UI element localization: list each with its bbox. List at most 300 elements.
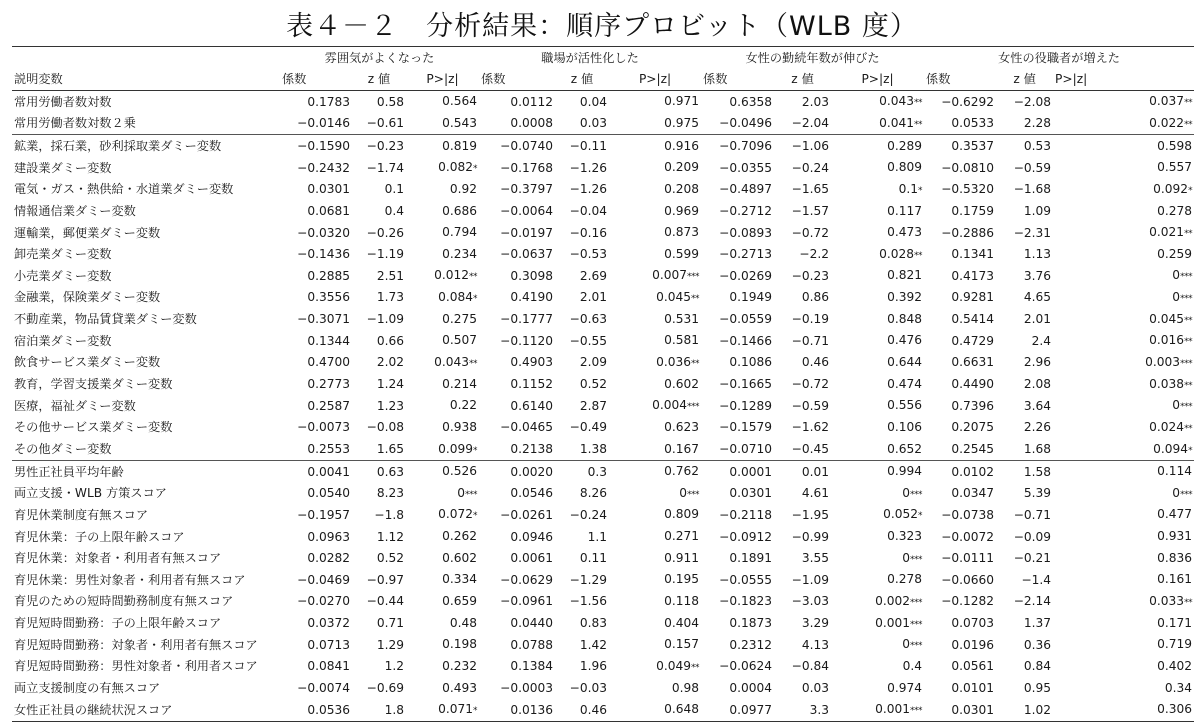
- p-value: 0.581: [664, 333, 700, 348]
- p-value: 0.809: [887, 160, 923, 175]
- p-cell: [609, 308, 701, 330]
- p-value: 0.041: [879, 115, 915, 130]
- z-cell: −1.26: [569, 160, 608, 175]
- coef-cell: 0.4903: [510, 355, 554, 370]
- results-table: [12, 46, 1194, 722]
- z-cell: −0.59: [1013, 160, 1052, 175]
- p-value: 0.004: [652, 398, 688, 413]
- p-value: 0.038: [1149, 376, 1185, 391]
- coef-cell: −0.1665: [719, 377, 773, 392]
- significance-stars: **: [1184, 337, 1193, 348]
- z-cell: 2.02: [376, 355, 404, 370]
- p-cell: [609, 483, 701, 505]
- z-cell: −0.24: [791, 160, 830, 175]
- table-body: [12, 91, 1194, 722]
- p-cell: [1053, 91, 1194, 113]
- p-cell: [406, 91, 479, 113]
- coef-cell: 0.2312: [729, 637, 773, 652]
- table-row: [12, 287, 1194, 309]
- coef-cell: −0.2712: [719, 203, 773, 218]
- z-cell: −0.04: [569, 203, 608, 218]
- coef-cell: −0.0555: [719, 572, 773, 587]
- coef-cell: 0.0963: [307, 529, 350, 544]
- p-value: 0.167: [664, 441, 700, 456]
- coef-cell: 0.1384: [510, 659, 554, 674]
- variable-label: 医療，福祉ダミー変数: [14, 398, 136, 413]
- z-header: z 値: [774, 69, 831, 91]
- z-cell: 1.58: [996, 460, 1053, 482]
- p-header: P>|z|: [609, 69, 701, 91]
- p-cell: [831, 200, 924, 222]
- z-cell: 1.02: [996, 699, 1053, 721]
- coef-cell: −0.4897: [719, 182, 773, 197]
- coef-cell: −0.7096: [701, 135, 774, 157]
- p-cell: [406, 677, 479, 699]
- z-cell: −0.63: [569, 312, 608, 327]
- p-cell: [831, 265, 924, 287]
- z-cell: 0.66: [376, 333, 404, 348]
- p-cell: [406, 287, 479, 309]
- coef-cell: −0.0003: [500, 681, 554, 696]
- p-value: 0.48: [449, 615, 478, 630]
- p-cell: [1053, 526, 1194, 548]
- p-value: 0: [1172, 290, 1181, 305]
- z-cell: 1.73: [376, 290, 404, 305]
- p-cell: [831, 113, 924, 135]
- z-cell: 0.1: [384, 182, 404, 197]
- p-value: 0.526: [442, 464, 478, 479]
- p-cell: [831, 699, 924, 721]
- p-value: 0.024: [1149, 419, 1185, 434]
- variable-header: 説明変数: [12, 69, 280, 91]
- z-cell: −0.97: [366, 572, 404, 587]
- z-cell: −0.59: [791, 398, 830, 413]
- significance-stars: **: [914, 119, 923, 130]
- p-cell: [406, 547, 479, 569]
- z-cell: −0.21: [1013, 551, 1052, 566]
- p-value: 0: [679, 485, 688, 500]
- z-cell: 1.09: [1023, 203, 1052, 218]
- p-cell: [1053, 373, 1194, 395]
- p-cell: [609, 352, 701, 374]
- p-value: 0.969: [664, 203, 700, 218]
- z-cell: −0.53: [569, 247, 608, 262]
- p-value: 0.007: [652, 268, 688, 283]
- table-row: [12, 417, 1194, 439]
- p-value: 0.404: [664, 615, 700, 630]
- p-value: 0.809: [664, 507, 700, 522]
- coef-cell: −0.0961: [500, 594, 554, 609]
- p-cell: [831, 135, 924, 157]
- p-value: 0.873: [664, 225, 700, 240]
- z-cell: 3.29: [801, 616, 830, 631]
- p-cell: [406, 526, 479, 548]
- p-value: 0.289: [887, 138, 923, 153]
- z-cell: 3.76: [1023, 268, 1052, 283]
- p-value: 0.259: [1157, 246, 1193, 261]
- coef-cell: 0.0102: [924, 460, 996, 482]
- p-value: 0.306: [1157, 702, 1193, 717]
- coef-cell: 0.4490: [951, 377, 995, 392]
- coef-cell: 0.0301: [307, 182, 350, 197]
- z-cell: −0.24: [569, 507, 608, 522]
- coef-cell: 0.0001: [701, 460, 774, 482]
- p-cell: [831, 504, 924, 526]
- p-value: 0.659: [442, 594, 478, 609]
- coef-cell: 0.2587: [307, 398, 350, 413]
- variable-label: その他サービス業ダミー変数: [14, 420, 173, 435]
- p-value: 0.118: [664, 594, 700, 609]
- p-value: 0: [1172, 485, 1181, 500]
- p-cell: [1053, 591, 1194, 613]
- coef-cell: −0.1579: [719, 420, 773, 435]
- p-cell: [1053, 504, 1194, 526]
- coef-cell: 0.1891: [729, 551, 773, 566]
- coef-cell: −0.0624: [719, 659, 773, 674]
- table-row: [12, 308, 1194, 330]
- p-cell: [1053, 265, 1194, 287]
- z-cell: −2.14: [1013, 594, 1052, 609]
- z-cell: −0.03: [569, 681, 608, 696]
- variable-label: 宿泊業ダミー変数: [14, 333, 112, 348]
- z-cell: 0.83: [579, 616, 608, 631]
- significance-stars: *: [1188, 445, 1193, 456]
- table-row: [12, 526, 1194, 548]
- coef-cell: 0.0061: [510, 551, 554, 566]
- significance-stars: *: [473, 294, 478, 305]
- z-cell: 1.12: [376, 529, 404, 544]
- coef-cell: 0.2138: [510, 441, 554, 456]
- coef-cell: −0.0269: [719, 268, 773, 283]
- p-value: 0.971: [664, 94, 700, 109]
- variable-label: 育児短時間勤務：子の上限年齢スコア: [14, 616, 222, 631]
- significance-stars: **: [1184, 98, 1193, 109]
- coef-cell: −0.0738: [941, 507, 995, 522]
- p-cell: [1053, 677, 1194, 699]
- z-cell: 2.01: [579, 290, 608, 305]
- coef-cell: 0.0020: [479, 460, 555, 482]
- coef-cell: −0.1120: [500, 333, 554, 348]
- coef-cell: −0.0355: [719, 160, 773, 175]
- table-row: [12, 395, 1194, 417]
- p-value: 0.477: [1157, 507, 1193, 522]
- p-value: 0.598: [1157, 138, 1193, 153]
- p-cell: [831, 308, 924, 330]
- coef-cell: 0.3556: [307, 290, 350, 305]
- variable-label: 小売業ダミー変数: [14, 268, 112, 283]
- significance-stars: **: [1184, 229, 1193, 240]
- z-cell: 1.96: [579, 659, 608, 674]
- coef-cell: 0.1783: [307, 94, 350, 109]
- z-cell: 2.03: [801, 94, 830, 109]
- coef-cell: 0.0713: [307, 637, 350, 652]
- z-cell: −1.26: [569, 182, 608, 197]
- significance-stars: ***: [910, 489, 923, 500]
- coef-cell: 0.0533: [951, 116, 995, 131]
- coef-header: 係数: [924, 69, 996, 91]
- p-value: 0.938: [442, 419, 478, 434]
- z-cell: 2.69: [579, 268, 608, 283]
- table-row: [12, 634, 1194, 656]
- coef-cell: 0.6140: [510, 398, 554, 413]
- p-cell: [406, 460, 479, 482]
- z-cell: −3.03: [791, 594, 830, 609]
- coef-cell: −0.0111: [941, 551, 995, 566]
- p-cell: [831, 243, 924, 265]
- coef-cell: 0.4173: [951, 268, 995, 283]
- p-cell: [831, 373, 924, 395]
- coef-cell: 0.6631: [951, 355, 995, 370]
- p-value: 0.232: [442, 658, 478, 673]
- z-cell: 2.28: [1023, 116, 1052, 131]
- coef-cell: 0.9281: [951, 290, 995, 305]
- p-value: 0.92: [449, 181, 478, 196]
- p-cell: [406, 330, 479, 352]
- p-value: 0.208: [664, 181, 700, 196]
- p-value: 0.836: [1157, 550, 1193, 565]
- z-cell: −0.09: [1013, 529, 1052, 544]
- coef-cell: 0.0347: [951, 486, 995, 501]
- p-cell: [406, 265, 479, 287]
- coef-cell: −0.6292: [941, 94, 995, 109]
- p-cell: [406, 200, 479, 222]
- p-cell: [609, 699, 701, 721]
- significance-stars: *: [473, 706, 478, 717]
- p-cell: [831, 547, 924, 569]
- significance-stars: ***: [1180, 489, 1193, 500]
- z-cell: −1.09: [366, 312, 404, 327]
- z-cell: −1.62: [791, 420, 830, 435]
- table-row: [12, 352, 1194, 374]
- z-cell: 0.95: [1023, 681, 1052, 696]
- p-cell: [609, 330, 701, 352]
- z-header: z 値: [555, 69, 609, 91]
- coef-cell: 0.0136: [479, 699, 555, 721]
- group-header: 女性の役職者が増えた: [924, 47, 1194, 70]
- coef-cell: 0.2773: [307, 377, 350, 392]
- variable-label: 両立支援・WLB 方策スコア: [14, 486, 167, 501]
- group-header: 女性の勤続年数が伸びた: [701, 47, 924, 70]
- variable-label: 教育，学習支援業ダミー変数: [14, 377, 173, 392]
- p-cell: [609, 634, 701, 656]
- coef-cell: 0.4729: [951, 333, 995, 348]
- coef-cell: −0.0893: [719, 225, 773, 240]
- p-cell: [1053, 243, 1194, 265]
- table-row: [12, 569, 1194, 591]
- p-value: 0: [902, 485, 911, 500]
- p-value: 0.114: [1157, 464, 1193, 479]
- significance-stars: ***: [687, 402, 700, 413]
- significance-stars: **: [1184, 423, 1193, 434]
- variable-label: 鉱業，採石業，砂利採取業ダミー変数: [12, 135, 280, 157]
- p-value: 0.198: [442, 637, 478, 652]
- p-cell: [609, 656, 701, 678]
- table-row: [12, 91, 1194, 113]
- coef-cell: −0.1957: [297, 507, 350, 522]
- z-cell: 1.37: [1023, 616, 1052, 631]
- coef-header: 係数: [701, 69, 774, 91]
- coef-cell: 0.0372: [307, 616, 350, 631]
- z-cell: 8.23: [376, 486, 404, 501]
- p-value: 0.036: [656, 355, 692, 369]
- z-cell: −0.26: [366, 225, 404, 240]
- z-cell: 0.52: [579, 377, 608, 392]
- coef-cell: 0.1344: [307, 333, 350, 348]
- p-value: 0.974: [887, 680, 923, 695]
- p-value: 0.334: [442, 572, 478, 587]
- p-cell: [406, 656, 479, 678]
- coef-cell: −0.1282: [941, 594, 995, 609]
- z-cell: 0.46: [555, 699, 609, 721]
- z-cell: 1.1: [587, 529, 608, 544]
- p-value: 0.171: [1157, 615, 1193, 630]
- p-value: 0.001: [875, 702, 911, 717]
- z-cell: −0.45: [791, 441, 830, 456]
- z-cell: 2.4: [1031, 333, 1052, 348]
- p-value: 0.1: [898, 181, 919, 196]
- p-cell: [609, 91, 701, 113]
- p-cell: [609, 222, 701, 244]
- p-value: 0.543: [442, 115, 478, 130]
- coef-cell: 0.6358: [729, 94, 773, 109]
- z-cell: −1.8: [374, 507, 404, 522]
- p-cell: [609, 179, 701, 201]
- p-cell: [609, 569, 701, 591]
- significance-stars: ***: [910, 641, 923, 652]
- p-cell: [609, 395, 701, 417]
- coef-cell: 0.0681: [307, 203, 350, 218]
- p-value: 0.094: [1153, 441, 1189, 456]
- z-cell: 0.46: [801, 355, 830, 370]
- significance-stars: ***: [1180, 272, 1193, 283]
- p-value: 0.794: [442, 225, 478, 240]
- p-value: 0.002: [875, 594, 911, 609]
- p-cell: [609, 417, 701, 439]
- p-value: 0.476: [887, 333, 923, 348]
- significance-stars: ***: [1180, 359, 1193, 369]
- p-cell: [406, 634, 479, 656]
- variable-label: 育児休業：対象者・利用者有無スコア: [14, 551, 222, 566]
- z-cell: −2.2: [799, 247, 830, 262]
- table-row: [12, 438, 1194, 460]
- p-value: 0.028: [879, 246, 915, 261]
- z-cell: 1.8: [352, 699, 406, 721]
- p-cell: [406, 113, 479, 135]
- p-header: P>|z|: [831, 69, 924, 91]
- coef-cell: 0.1759: [951, 203, 995, 218]
- coef-cell: 0.1086: [729, 355, 773, 370]
- p-value: 0.043: [879, 94, 915, 109]
- z-cell: 0.53: [996, 135, 1053, 157]
- p-value: 0.021: [1149, 225, 1185, 240]
- variable-label: 常用労働者数対数２乗: [14, 116, 136, 131]
- coef-cell: 0.0788: [510, 637, 554, 652]
- p-cell: [406, 222, 479, 244]
- p-cell: [406, 157, 479, 179]
- coef-cell: −0.0197: [500, 225, 554, 240]
- p-cell: [831, 395, 924, 417]
- p-cell: [1053, 569, 1194, 591]
- variable-label: 飲食サービス業ダミー変数: [14, 355, 161, 370]
- p-cell: [1053, 612, 1194, 634]
- table-row: [12, 677, 1194, 699]
- p-cell: [1053, 330, 1194, 352]
- variable-label: 育児休業制度有無スコア: [14, 507, 149, 522]
- significance-stars: ***: [910, 598, 923, 609]
- p-cell: [1053, 634, 1194, 656]
- p-cell: [831, 634, 924, 656]
- p-cell: [831, 569, 924, 591]
- p-cell: [831, 591, 924, 613]
- p-cell: [609, 373, 701, 395]
- table-row: [12, 135, 1194, 157]
- coef-cell: −0.0465: [500, 420, 554, 435]
- p-value: 0.012: [434, 268, 470, 283]
- variable-label: 不動産業，物品賃貸業ダミー変数: [14, 312, 197, 327]
- significance-stars: **: [914, 98, 923, 109]
- z-cell: −0.08: [366, 420, 404, 435]
- table-row: [12, 222, 1194, 244]
- p-cell: [831, 612, 924, 634]
- z-cell: −0.61: [366, 116, 404, 131]
- table-row: [12, 547, 1194, 569]
- p-cell: [406, 612, 479, 634]
- z-cell: −1.74: [366, 160, 404, 175]
- p-cell: [1053, 179, 1194, 201]
- variable-label: 運輸業，郵便業ダミー変数: [14, 225, 161, 240]
- table-row: [12, 179, 1194, 201]
- coef-cell: −0.0629: [500, 572, 554, 587]
- p-value: 0.072: [438, 507, 474, 522]
- coef-cell: 0.2075: [951, 420, 995, 435]
- variable-label: 育児休業：男性対象者・利用者有無スコア: [14, 572, 246, 587]
- significance-stars: **: [691, 359, 700, 369]
- coef-cell: 0.1949: [729, 290, 773, 305]
- p-value: 0.819: [442, 138, 478, 153]
- p-value: 0.262: [442, 529, 478, 544]
- z-cell: −1.65: [791, 182, 830, 197]
- significance-stars: ***: [910, 554, 923, 565]
- coef-cell: −0.0740: [479, 135, 555, 157]
- coef-cell: −0.0637: [500, 247, 554, 262]
- variable-label: 育児短時間勤務：対象者・利用者有無スコア: [14, 637, 258, 652]
- coef-cell: 0.5414: [951, 312, 995, 327]
- p-value: 0.22: [449, 398, 478, 413]
- z-cell: 1.68: [1023, 441, 1052, 456]
- p-value: 0.052: [883, 507, 919, 522]
- coef-cell: −0.1436: [297, 247, 350, 262]
- p-cell: [406, 395, 479, 417]
- p-cell: [609, 287, 701, 309]
- p-value: 0.644: [887, 355, 923, 369]
- z-cell: 3.55: [801, 551, 830, 566]
- coef-cell: 0.2553: [307, 441, 350, 456]
- p-value: 0.931: [1157, 529, 1193, 544]
- p-cell: [406, 591, 479, 613]
- p-cell: [609, 243, 701, 265]
- p-value: 0.474: [887, 376, 923, 391]
- p-value: 0.106: [887, 419, 923, 434]
- p-value: 0.161: [1157, 572, 1193, 587]
- coef-cell: −0.1466: [719, 333, 773, 348]
- coef-cell: −0.3797: [500, 182, 554, 197]
- variable-label: 男性正社員平均年齢: [12, 460, 280, 482]
- p-cell: [831, 222, 924, 244]
- p-value: 0.195: [664, 572, 700, 587]
- p-value: 0.848: [887, 311, 923, 326]
- coef-cell: −0.0559: [719, 312, 773, 327]
- p-value: 0.602: [442, 550, 478, 565]
